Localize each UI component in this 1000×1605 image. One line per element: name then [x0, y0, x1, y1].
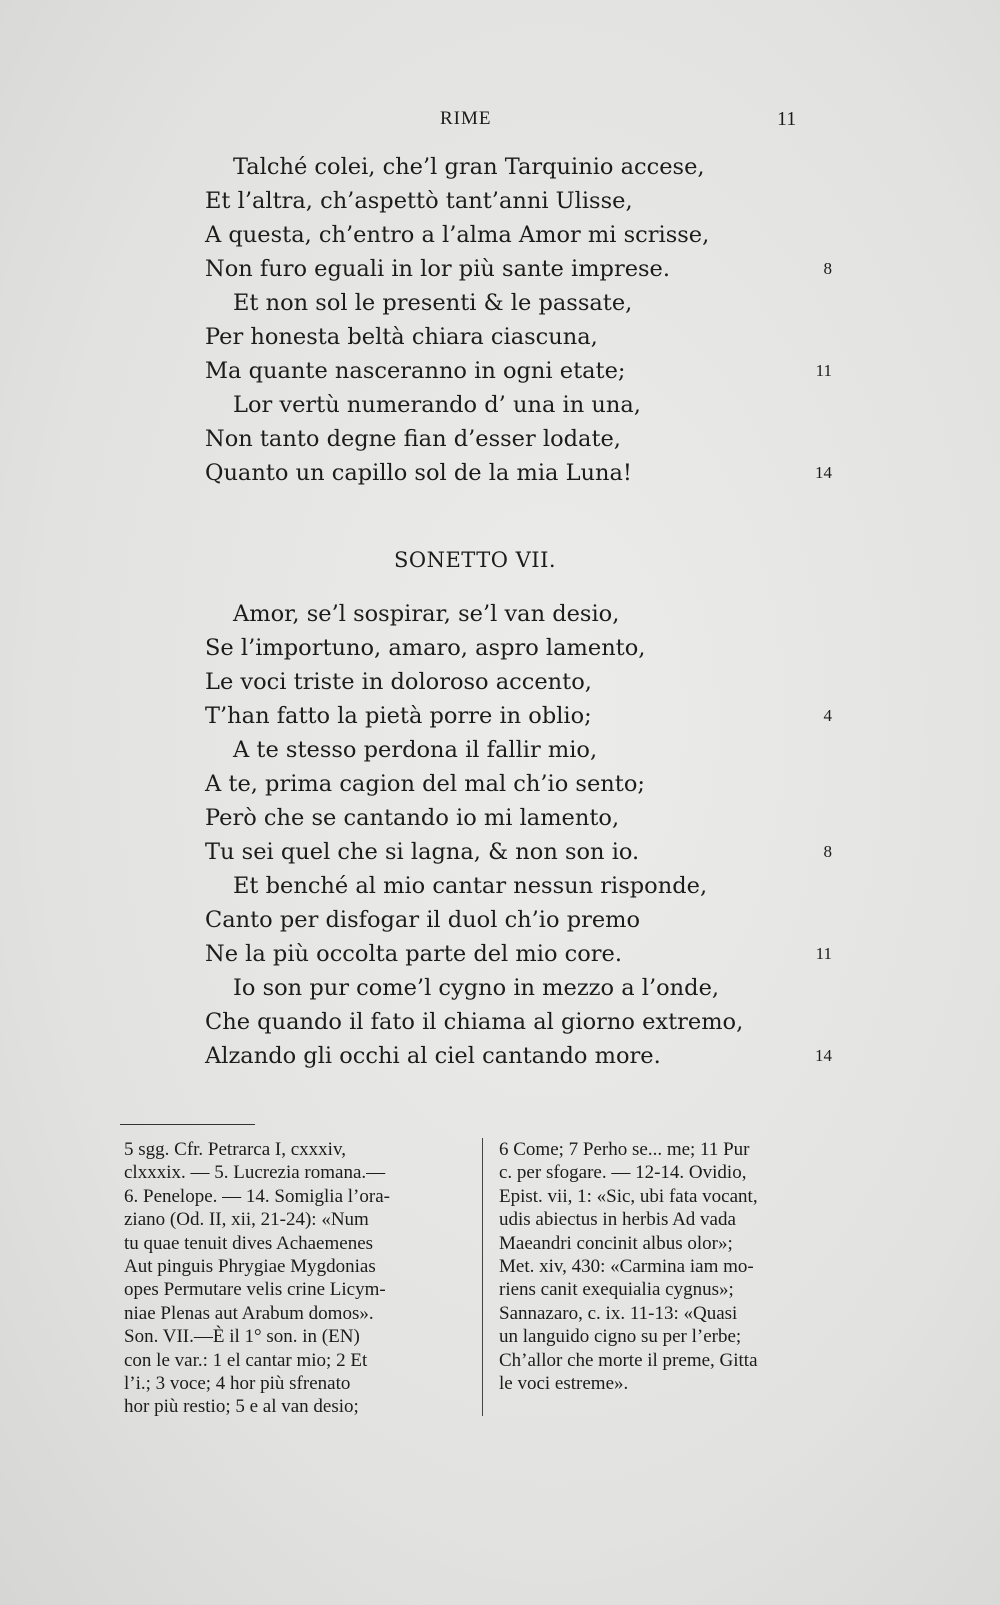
verse-line: Io son pur come’l cygno in mezzo a l’onde,	[233, 975, 720, 1001]
footnote-line: un languido cigno su per l’erbe;	[499, 1326, 742, 1348]
verse-line: Et l’altra, ch’aspettò tant’anni Ulisse,	[205, 188, 633, 214]
verse-number: 14	[815, 463, 832, 482]
footnote-line: Maeandri concinit albus olor»;	[499, 1232, 733, 1254]
verse-line: Talché colei, che’l gran Tarquinio accese,	[233, 154, 705, 180]
verse-line: Et non sol le presenti & le passate,	[233, 290, 633, 316]
verse-number: 8	[823, 259, 832, 278]
verse-line: Ma quante nasceranno in ogni etate;	[205, 358, 626, 384]
verse-line: Canto per disfogar il duol ch’io premo	[205, 907, 641, 933]
verse-line: T’han fatto la pietà porre in oblio;	[205, 703, 592, 729]
page-number: 11	[777, 108, 797, 130]
footnote-line: 5 sgg. Cfr. Petrarca I, cxxxiv,	[124, 1139, 346, 1160]
verse-line: Alzando gli occhi al ciel cantando more.	[205, 1043, 661, 1069]
verse-line: Se l’importuno, amaro, aspro lamento,	[205, 635, 646, 661]
footnote-line: Sannazaro, c. ix. 11-13: «Quasi	[499, 1302, 738, 1324]
running-title: RIME	[440, 108, 492, 129]
verse-line: Le voci triste in doloroso accento,	[205, 669, 592, 695]
footnote-line: tu quae tenuit dives Achaemenes	[124, 1232, 374, 1254]
footnote-line: riens canit exequialia cygnus»;	[499, 1279, 734, 1301]
verse-line: A te, prima cagion del mal ch’io sento;	[205, 771, 645, 797]
verse-number: 14	[815, 1046, 832, 1065]
verse-line: Tu sei quel che si lagna, & non son io.	[205, 839, 640, 865]
notes-column-divider	[482, 1138, 483, 1416]
footnote-line: Son. VII.—È il 1° son. in (EN)	[124, 1326, 360, 1348]
verse-line: Amor, se’l sospirar, se’l van desio,	[233, 601, 620, 627]
footnote-line: Met. xiv, 430: «Carmina iam mo-	[499, 1256, 754, 1277]
verse-line: Che quando il fato il chiama al giorno extremo,	[205, 1009, 744, 1035]
footnote-line: hor più restio; 5 e al van desio;	[124, 1396, 359, 1418]
footnote-line: ziano (Od. II, xii, 21-24): «Num	[124, 1209, 369, 1231]
verse-line: Per honesta beltà chiara ciascuna,	[205, 324, 598, 350]
verse-line: Però che se cantando io mi lamento,	[205, 805, 620, 831]
verse-line: A te stesso perdona il fallir mio,	[233, 737, 598, 763]
verse-line: Et benché al mio cantar nessun risponde,	[233, 873, 708, 899]
verse-number: 11	[815, 361, 832, 380]
verse-line: Lor vertù numerando d’ una in una,	[233, 392, 641, 418]
verse-line: Ne la più occolta parte del mio core.	[205, 941, 623, 967]
verse-number: 11	[815, 944, 832, 963]
footnote-line: udis abiectus in herbis Ad vada	[499, 1209, 736, 1231]
verse-line: A questa, ch’entro a l’alma Amor mi scrisse,	[205, 222, 710, 248]
verse-line: Non tanto degne fian d’esser lodate,	[205, 426, 621, 452]
footnote-line: Epist. vii, 1: «Sic, ubi fata vocant,	[499, 1185, 758, 1207]
footnote-line: con le var.: 1 el cantar mio; 2 Et	[124, 1349, 368, 1371]
footnote-line: 6 Come; 7 Perho se... me; 11 Pur	[499, 1139, 750, 1160]
page-header	[0, 108, 1000, 132]
footnote-line: niae Plenas aut Arabum domos».	[124, 1302, 374, 1324]
verse-line: Non furo eguali in lor più sante imprese.	[205, 256, 671, 282]
footnote-line: Aut pinguis Phrygiae Mygdonias	[124, 1256, 376, 1277]
footnote-line: Ch’allor che morte il preme, Gitta	[499, 1349, 758, 1371]
verse-line: Quanto un capillo sol de la mia Luna!	[205, 460, 632, 486]
footnote-line: le voci estreme».	[499, 1373, 629, 1394]
verse-number: 4	[823, 706, 832, 725]
footnote-line: l’i.; 3 voce; 4 hor più sfrenato	[124, 1373, 351, 1394]
footnote-rule	[120, 1124, 255, 1125]
footnote-line: 6. Penelope. — 14. Somiglia l’ora-	[124, 1185, 390, 1207]
footnote-line: c. per sfogare. — 12-14. Ovidio,	[499, 1162, 747, 1184]
verse-number: 8	[823, 842, 832, 861]
footnote-line: opes Permutare velis crine Licym-	[124, 1279, 386, 1301]
footnote-line: clxxxix. — 5. Lucrezia romana.—	[124, 1162, 386, 1184]
section-title: SONETTO VII.	[394, 548, 557, 572]
